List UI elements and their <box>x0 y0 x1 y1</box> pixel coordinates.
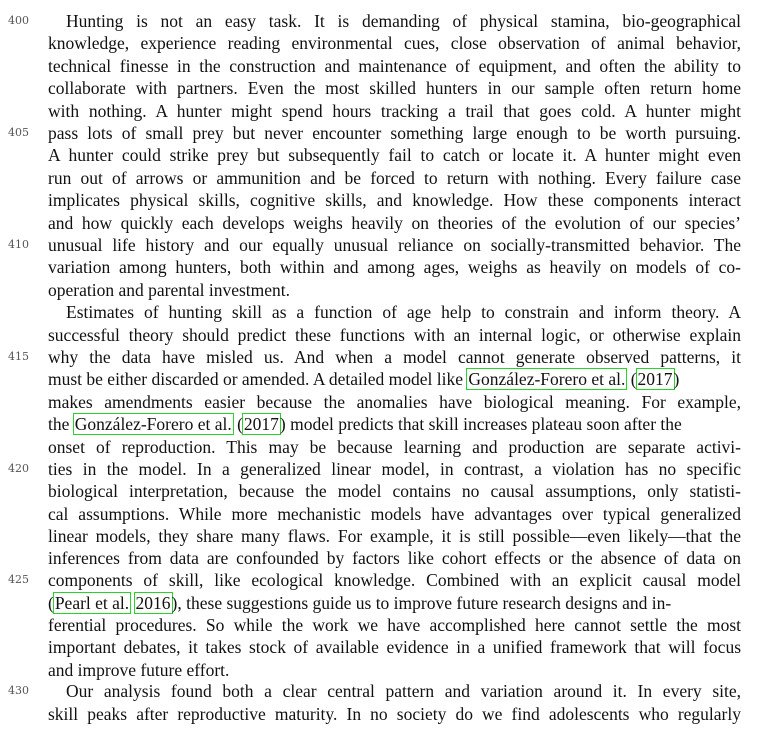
line-number: 415 <box>8 350 29 363</box>
text-line: variation among hunters, both within and among ages, weighs as heavily on models of co- <box>48 257 741 277</box>
text-line: pass lots of small prey but never encounter something large enough to be worth pursuing. <box>48 123 741 143</box>
text-line: linear models, they share many flaws. For example, it is still possible—even likely—that the <box>48 526 741 546</box>
text-line: knowledge, experience reading environmental cues, close observation of animal behavior, <box>48 33 741 53</box>
text-line: why the data have misled us. And when a model cannot generate observed patterns, it <box>48 347 741 367</box>
text-line: (Pearl et al. 2016), these suggestions guide us to improve future research designs and in- <box>48 593 672 613</box>
text-line: ferential procedures. So while the work we have accomplished here cannot settle the most <box>48 615 741 635</box>
line-number: 425 <box>8 573 29 586</box>
text-line: A hunter could strike prey but subsequently fail to catch or locate it. A hunter might even <box>48 145 741 165</box>
text-line: and how quickly each develops weighs heavily on theories of the evolution of our species’ <box>48 213 741 233</box>
citation-year-link[interactable]: 2016 <box>135 593 171 613</box>
text-line: cal assumptions. While more mechanistic models have advantages over typical generalized <box>48 504 741 524</box>
text-line: ties in the model. In a generalized linear model, in contrast, a violation has no specific <box>48 459 741 479</box>
text-line: Hunting is not an easy task. It is demanding of physical stamina, bio-geographical <box>66 11 741 31</box>
text-line: successful theory should predict these functions with an internal logic, or otherwise explain <box>48 325 741 345</box>
text-line: makes amendments easier because the anomalies have biological meaning. For example, <box>48 392 741 412</box>
text-line: onset of reproduction. This may be because learning and production are separate activi- <box>48 437 741 457</box>
citation-link[interactable]: Pearl et al. <box>54 593 130 613</box>
citation-year-link[interactable]: 2017 <box>637 369 673 389</box>
text-line: Estimates of hunting skill as a function of age help to constrain and inform theory. A <box>66 302 741 322</box>
citation-link[interactable]: González-Forero et al. <box>468 369 626 389</box>
text-line: Our analysis found both a clear central pattern and variation around it. In every site, <box>66 681 741 701</box>
text-line: unusual life history and our equally unusual reliance on socially-transmitted behavior. The <box>48 235 741 255</box>
line-number: 430 <box>8 684 29 697</box>
text-line: run out of arrows or ammunition and be forced to return with nothing. Every failure case <box>48 168 741 188</box>
line-number: 420 <box>8 462 29 475</box>
text-line: technical finesse in the construction and maintenance of equipment, and often the ability to <box>48 56 741 76</box>
line-number: 410 <box>8 238 29 251</box>
text-line: operation and parental investment. <box>48 280 291 300</box>
text-line: and improve future effort. <box>48 660 230 680</box>
citation-year-link[interactable]: 2017 <box>243 414 279 434</box>
text-line: biological interpretation, because the model contains no causal assumptions, only statisti- <box>48 481 741 501</box>
text-line: implicates physical skills, cognitive skills, and knowledge. How these components interact <box>48 190 741 210</box>
text-line: the González-Forero et al. (2017) model predicts that skill increases plateau soon after the <box>48 414 682 434</box>
text-line: with nothing. A hunter might spend hours tracking a trail that goes cold. A hunter might <box>48 101 741 121</box>
line-number: 405 <box>8 126 29 139</box>
text-line: components of skill, like ecological knowledge. Combined with an explicit causal model <box>48 570 741 590</box>
text-line: collaborate with partners. Even the most skilled hunters in our sample often return home <box>48 78 741 98</box>
text-line: skill peaks after reproductive maturity. In no society do we find adolescents who regularly <box>48 704 741 724</box>
text-line: important debates, it takes stock of available evidence in a unified framework that will focus <box>48 637 741 657</box>
citation-link[interactable]: González-Forero et al. <box>74 414 232 434</box>
line-number: 400 <box>8 14 29 27</box>
text-line: inferences from data are confounded by factors like cohort effects or the absence of data on <box>48 548 741 568</box>
text-line: must be either discarded or amended. A detailed model like González-Forero et al. (2017) <box>48 369 680 389</box>
